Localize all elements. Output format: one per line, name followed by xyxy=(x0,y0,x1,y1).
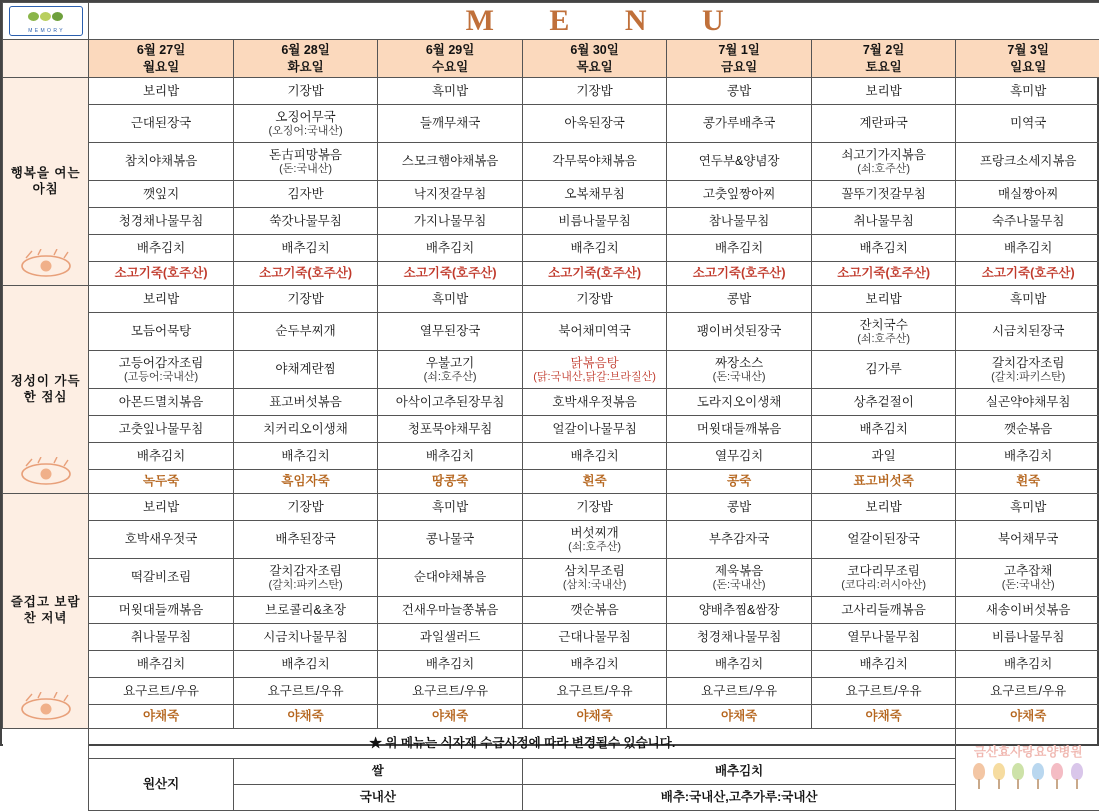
menu-cell: 콩나물국 xyxy=(378,521,523,559)
menu-cell: 흑미밥 xyxy=(378,494,523,521)
porridge-cell: 소고기죽(호주산) xyxy=(522,262,667,286)
menu-cell: 보리밥 xyxy=(89,286,234,313)
menu-cell: 아삭이고추된장무침 xyxy=(378,389,523,416)
meal-accent-lunch xyxy=(3,470,1099,494)
porridge-cell: 야채죽 xyxy=(378,705,523,729)
menu-cell: 머윗대들깨볶음 xyxy=(89,597,234,624)
meal-label-text: 행복을 여는 아침 xyxy=(3,166,88,197)
date-header-5 xyxy=(811,40,956,78)
menu-cell: 기장밥 xyxy=(233,78,378,105)
menu-cell: 콩밥 xyxy=(667,78,812,105)
menu-cell: 참나물무침 xyxy=(667,208,812,235)
meal-row-breakfast-0 xyxy=(3,78,1099,105)
date-text: 7월 3일 xyxy=(956,42,1099,59)
menu-cell: 콩밥 xyxy=(667,286,812,313)
menu-cell: 김가루 xyxy=(811,351,956,389)
date-text: 7월 1일 xyxy=(667,42,811,59)
menu-cell: 취나물무침 xyxy=(811,208,956,235)
meal-row-dinner-2 xyxy=(3,559,1099,597)
meal-row-dinner-5 xyxy=(3,651,1099,678)
meal-row-breakfast-4 xyxy=(3,208,1099,235)
meal-row-lunch-0 xyxy=(3,286,1099,313)
notice-row xyxy=(3,729,1099,759)
menu-cell: 보리밥 xyxy=(89,78,234,105)
meal-row-dinner-0 xyxy=(3,494,1099,521)
menu-cell: 청경채나물무침 xyxy=(89,208,234,235)
porridge-cell: 녹두죽 xyxy=(89,470,234,494)
menu-cell: 아몬드멸치볶음 xyxy=(89,389,234,416)
date-header-6 xyxy=(956,40,1099,78)
meal-row-breakfast-1 xyxy=(3,105,1099,143)
menu-cell: 배추김치 xyxy=(89,443,234,470)
date-header-3 xyxy=(522,40,667,78)
menu-cell: 깻순볶음 xyxy=(522,597,667,624)
menu-cell: 순대야채볶음 xyxy=(378,559,523,597)
menu-cell: 흑미밥 xyxy=(956,78,1099,105)
menu-cell: 흑미밥 xyxy=(956,494,1099,521)
menu-cell: 부추감자국 xyxy=(667,521,812,559)
decorative-eye-icon xyxy=(18,249,74,279)
meal-row-dinner-6 xyxy=(3,678,1099,705)
menu-cell: 보리밥 xyxy=(811,78,956,105)
menu-cell: 근대나물무침 xyxy=(522,624,667,651)
menu-cell: 보리밥 xyxy=(89,494,234,521)
porridge-cell: 소고기죽(호주산) xyxy=(667,262,812,286)
menu-cell: 배추김치 xyxy=(233,443,378,470)
menu-cell: 콩가루배추국 xyxy=(667,105,812,143)
menu-cell: 배추된장국 xyxy=(233,521,378,559)
decorative-eye-icon xyxy=(18,692,74,722)
menu-cell: 들깨무채국 xyxy=(378,105,523,143)
menu-cell: 고사리들깨볶음 xyxy=(811,597,956,624)
menu-cell: 오복채무침 xyxy=(522,181,667,208)
menu-cell: 기장밥 xyxy=(522,78,667,105)
menu-cell: 쇠고기가지볶음 (쇠:호주산) xyxy=(811,143,956,181)
menu-cell: 배추김치 xyxy=(89,651,234,678)
menu-cell: 배추김치 xyxy=(233,651,378,678)
meal-label-text: 정성이 가득한 점심 xyxy=(3,374,88,405)
meal-row-lunch-1 xyxy=(3,313,1099,351)
porridge-cell: 야채죽 xyxy=(811,705,956,729)
menu-cell: 요구르트/우유 xyxy=(667,678,812,705)
hospital-branding xyxy=(956,729,1099,811)
menu-cell: 배추김치 xyxy=(667,651,812,678)
porridge-cell: 소고기죽(호주산) xyxy=(89,262,234,286)
menu-cell: 새송이버섯볶음 xyxy=(956,597,1099,624)
footer-spacer xyxy=(3,729,89,759)
menu-cell: 배추김치 xyxy=(811,235,956,262)
menu-cell: 짜장소스 (돈:국내산) xyxy=(667,351,812,389)
menu-cell: 계란파국 xyxy=(811,105,956,143)
menu-cell: 배추김치 xyxy=(233,235,378,262)
menu-cell: 고추잡채 (돈:국내산) xyxy=(956,559,1099,597)
menu-cell: 미역국 xyxy=(956,105,1099,143)
menu-cell: 김자반 xyxy=(233,181,378,208)
meal-label-breakfast xyxy=(3,78,89,286)
meal-label-dinner xyxy=(3,494,89,729)
menu-cell: 머윗대들깨볶음 xyxy=(667,416,812,443)
menu-cell: 깻순볶음 xyxy=(956,416,1099,443)
menu-cell: 비름나물무침 xyxy=(956,624,1099,651)
date-header-1 xyxy=(233,40,378,78)
menu-cell: 숙주나물무침 xyxy=(956,208,1099,235)
date-header-row xyxy=(3,40,1099,78)
menu-cell: 각무묵야채볶음 xyxy=(522,143,667,181)
logo-leaves-icon xyxy=(28,10,64,26)
menu-cell: 배추김치 xyxy=(667,235,812,262)
hospital-name: 금산효사랑요양병원 xyxy=(956,745,1099,761)
menu-cell: 비름나물무침 xyxy=(522,208,667,235)
menu-cell: 프랑크소세지볶음 xyxy=(956,143,1099,181)
meal-row-lunch-4 xyxy=(3,416,1099,443)
porridge-cell: 야채죽 xyxy=(667,705,812,729)
porridge-cell: 소고기죽(호주산) xyxy=(233,262,378,286)
porridge-cell: 흑임자죽 xyxy=(233,470,378,494)
meal-row-dinner-1 xyxy=(3,521,1099,559)
menu-cell: 배추김치 xyxy=(89,235,234,262)
weekday-text: 수요일 xyxy=(378,59,522,76)
weekday-text: 월요일 xyxy=(89,59,233,76)
menu-cell: 기장밥 xyxy=(522,286,667,313)
logo-cell xyxy=(3,3,89,40)
porridge-cell: 흰죽 xyxy=(956,470,1099,494)
menu-cell: 참치야채볶음 xyxy=(89,143,234,181)
menu-cell: 떡갈비조림 xyxy=(89,559,234,597)
menu-cell: 호박새우젓볶음 xyxy=(522,389,667,416)
menu-cell: 취나물무침 xyxy=(89,624,234,651)
meal-accent-breakfast xyxy=(3,262,1099,286)
weekday-text: 화요일 xyxy=(234,59,378,76)
notice-text: ★ 위 메뉴는 식자재 수급사정에 따라 변경될수 있습니다. xyxy=(89,729,956,759)
porridge-cell: 소고기죽(호주산) xyxy=(956,262,1099,286)
menu-cell: 흑미밥 xyxy=(956,286,1099,313)
menu-cell: 순두부찌개 xyxy=(233,313,378,351)
meal-accent-dinner xyxy=(3,705,1099,729)
meal-row-lunch-2 xyxy=(3,351,1099,389)
kimchi-label: 배추김치 xyxy=(522,759,956,785)
decorative-eye-icon xyxy=(18,457,74,487)
menu-cell: 배추김치 xyxy=(956,235,1099,262)
weekday-text: 토요일 xyxy=(812,59,956,76)
menu-cell: 오징어무국 (오징어:국내산) xyxy=(233,105,378,143)
date-text: 6월 27일 xyxy=(89,42,233,59)
date-text: 6월 28일 xyxy=(234,42,378,59)
porridge-cell: 소고기죽(호주산) xyxy=(378,262,523,286)
menu-cell: 제욱볶음 (돈:국내산) xyxy=(667,559,812,597)
menu-cell: 열무김치 xyxy=(667,443,812,470)
menu-cell: 팽이버섯된장국 xyxy=(667,313,812,351)
menu-cell: 아욱된장국 xyxy=(522,105,667,143)
menu-cell: 보리밥 xyxy=(811,494,956,521)
origin-rice-row xyxy=(3,759,1099,785)
menu-cell: 북어채미역국 xyxy=(522,313,667,351)
meal-row-breakfast-3 xyxy=(3,181,1099,208)
menu-cell: 청포묵야채무침 xyxy=(378,416,523,443)
menu-cell: 기장밥 xyxy=(233,494,378,521)
menu-cell: 청경채나물무침 xyxy=(667,624,812,651)
menu-cell: 꼴뚜기젓갈무침 xyxy=(811,181,956,208)
menu-cell: 매실짱아찌 xyxy=(956,181,1099,208)
menu-cell: 우불고기 (쇠:호주산) xyxy=(378,351,523,389)
menu-cell: 잔치국수 (쇠:호주산) xyxy=(811,313,956,351)
menu-cell: 호박새우젓국 xyxy=(89,521,234,559)
footer-spacer xyxy=(3,785,89,811)
porridge-cell: 땅콩죽 xyxy=(378,470,523,494)
menu-cell: 얼갈이된장국 xyxy=(811,521,956,559)
menu-cell: 배추김치 xyxy=(811,416,956,443)
meal-row-breakfast-2 xyxy=(3,143,1099,181)
banner-row xyxy=(3,3,1099,40)
menu-cell: 깻잎지 xyxy=(89,181,234,208)
menu-cell: 요구르트/우유 xyxy=(811,678,956,705)
menu-cell: 과일샐러드 xyxy=(378,624,523,651)
menu-cell: 시금치나물무침 xyxy=(233,624,378,651)
menu-cell: 갈치감자조림 (갈치:파키스탄) xyxy=(956,351,1099,389)
weekday-text: 금요일 xyxy=(667,59,811,76)
hospital-logo xyxy=(9,6,83,36)
menu-cell: 배추김치 xyxy=(378,443,523,470)
meal-row-dinner-3 xyxy=(3,597,1099,624)
menu-cell: 배추김치 xyxy=(522,235,667,262)
menu-cell: 모듬어묵탕 xyxy=(89,313,234,351)
menu-cell: 과일 xyxy=(811,443,956,470)
meal-row-dinner-4 xyxy=(3,624,1099,651)
porridge-cell: 야채죽 xyxy=(233,705,378,729)
menu-cell: 닭볶음탕 (닭:국내산,닭갈:브라질산) xyxy=(522,351,667,389)
menu-cell: 요구르트/우유 xyxy=(89,678,234,705)
menu-cell: 스모크햄야채볶음 xyxy=(378,143,523,181)
menu-cell: 요구르트/우유 xyxy=(522,678,667,705)
menu-cell: 배추김치 xyxy=(522,651,667,678)
date-text: 7월 2일 xyxy=(812,42,956,59)
porridge-cell: 흰죽 xyxy=(522,470,667,494)
menu-cell: 건새우마늘쫑볶음 xyxy=(378,597,523,624)
menu-cell: 배추김치 xyxy=(956,651,1099,678)
header-corner xyxy=(3,40,89,78)
menu-cell: 고춧잎짱아찌 xyxy=(667,181,812,208)
rice-origin: 국내산 xyxy=(233,785,522,811)
tree-decoration-icon xyxy=(956,763,1099,794)
porridge-cell: 야채죽 xyxy=(89,705,234,729)
weekday-text: 일요일 xyxy=(956,59,1099,76)
menu-cell: 기장밥 xyxy=(233,286,378,313)
meal-label-lunch xyxy=(3,286,89,494)
menu-cell: 요구르트/우유 xyxy=(378,678,523,705)
menu-cell: 배추김치 xyxy=(522,443,667,470)
date-header-0 xyxy=(89,40,234,78)
date-header-2 xyxy=(378,40,523,78)
menu-cell: 기장밥 xyxy=(522,494,667,521)
porridge-cell: 콩죽 xyxy=(667,470,812,494)
porridge-cell: 소고기죽(호주산) xyxy=(811,262,956,286)
menu-cell: 배추김치 xyxy=(378,235,523,262)
menu-cell: 흑미밥 xyxy=(378,78,523,105)
meal-row-breakfast-5 xyxy=(3,235,1099,262)
logo-text: M E M O R Y xyxy=(10,28,82,34)
menu-cell: 콩밥 xyxy=(667,494,812,521)
menu-cell: 얼갈이나물무침 xyxy=(522,416,667,443)
menu-cell: 고춧잎나물무침 xyxy=(89,416,234,443)
menu-cell: 흑미밥 xyxy=(378,286,523,313)
porridge-cell: 야채죽 xyxy=(522,705,667,729)
menu-cell: 표고버섯볶음 xyxy=(233,389,378,416)
menu-cell: 북어채무국 xyxy=(956,521,1099,559)
menu-cell: 야채계란찜 xyxy=(233,351,378,389)
menu-cell: 도라지오이생채 xyxy=(667,389,812,416)
menu-cell: 가지나물무침 xyxy=(378,208,523,235)
origin-label: 원산지 xyxy=(89,759,234,811)
menu-cell: 코다리무조림 (코다리:러시아산) xyxy=(811,559,956,597)
date-text: 6월 29일 xyxy=(378,42,522,59)
porridge-cell: 표고버섯죽 xyxy=(811,470,956,494)
menu-cell: 삼치무조림 (삼치:국내산) xyxy=(522,559,667,597)
menu-cell: 근대된장국 xyxy=(89,105,234,143)
menu-banner xyxy=(89,3,1099,40)
menu-cell: 쑥갓나물무침 xyxy=(233,208,378,235)
menu-banner-text: M E N U xyxy=(89,3,1099,39)
menu-cell: 배추김치 xyxy=(811,651,956,678)
menu-cell: 버섯찌개 (쇠:호주산) xyxy=(522,521,667,559)
menu-cell: 열무된장국 xyxy=(378,313,523,351)
rice-label: 쌀 xyxy=(233,759,522,785)
menu-cell: 갈치감자조림 (갈치:파키스탄) xyxy=(233,559,378,597)
menu-cell: 보리밥 xyxy=(811,286,956,313)
date-text: 6월 30일 xyxy=(523,42,667,59)
menu-cell: 치커리오이생채 xyxy=(233,416,378,443)
menu-cell: 배추김치 xyxy=(378,651,523,678)
meal-label-text: 즐겁고 보람찬 저녁 xyxy=(3,595,88,626)
weekday-text: 목요일 xyxy=(523,59,667,76)
meal-row-lunch-3 xyxy=(3,389,1099,416)
footer-spacer xyxy=(3,759,89,785)
menu-cell: 시금치된장국 xyxy=(956,313,1099,351)
menu-cell: 브로콜리&초장 xyxy=(233,597,378,624)
date-header-4 xyxy=(667,40,812,78)
menu-cell: 요구르트/우유 xyxy=(233,678,378,705)
menu-cell: 상추겉절이 xyxy=(811,389,956,416)
kimchi-origin: 배추:국내산,고추가루:국내산 xyxy=(522,785,956,811)
menu-cell: 돈古피망볶음 (돈:국내산) xyxy=(233,143,378,181)
menu-cell: 고등어감자조림 (고등어:국내산) xyxy=(89,351,234,389)
menu-cell: 요구르트/우유 xyxy=(956,678,1099,705)
porridge-cell: 야채죽 xyxy=(956,705,1099,729)
menu-cell: 낙지젓갈무침 xyxy=(378,181,523,208)
menu-cell: 양배추찜&쌈장 xyxy=(667,597,812,624)
menu-cell: 열무나물무침 xyxy=(811,624,956,651)
meal-row-lunch-5 xyxy=(3,443,1099,470)
menu-cell: 실곤약야채무침 xyxy=(956,389,1099,416)
menu-cell: 연두부&양념장 xyxy=(667,143,812,181)
menu-cell: 배추김치 xyxy=(956,443,1099,470)
menu-table xyxy=(2,2,1099,811)
